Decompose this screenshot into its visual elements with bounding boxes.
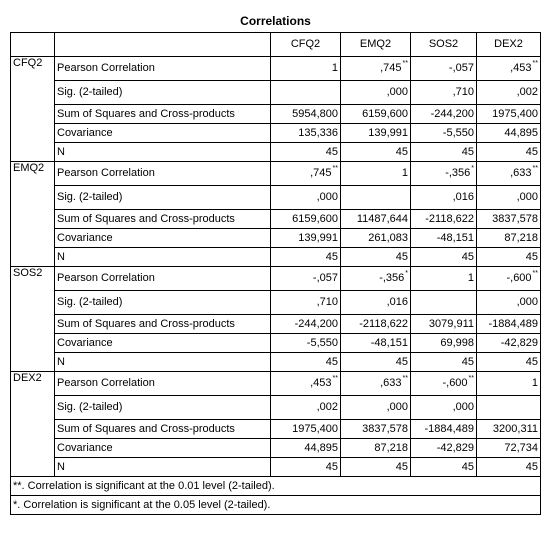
cell-value: 135,336 [298,126,338,139]
table-row [11,56,541,80]
column-header-dex2: DEX2 [477,32,541,56]
cell-value: ,016 [452,191,474,203]
table-cell [341,419,411,438]
column-header-sos2: SOS2 [411,32,477,56]
cell-value: ,633 [510,167,532,179]
table-cell [477,80,541,104]
cell-value: ,000 [386,401,408,413]
table-row [11,352,541,371]
table-cell [271,247,341,266]
table-cell [271,371,341,395]
cell-value: ,710 [316,296,338,308]
cell-value: 139,991 [298,231,338,244]
table-cell [271,228,341,247]
cell-value: 45 [325,145,338,158]
cell-value: 261,083 [368,231,408,244]
cell-value: 11487,644 [356,212,408,225]
significance-marker: ** [402,60,408,67]
row-statistic-label: Covariance [55,228,271,247]
correlations-table [10,10,541,515]
cell-value: 45 [325,460,338,473]
table-cell [477,419,541,438]
table-cell [271,438,341,457]
cell-value: -42,829 [436,441,474,454]
row-statistic-label: Sum of Squares and Cross-products [55,314,271,333]
table-row [11,290,541,314]
table-cell [341,333,411,352]
table-cell [411,314,477,333]
significance-marker: * [471,165,474,172]
cell-value: 3200,311 [492,422,538,435]
table-cell [477,247,541,266]
column-header-cfq2: CFQ2 [271,32,341,56]
table-row [11,161,541,185]
significance-marker: ** [468,375,474,382]
table-cell [477,314,541,333]
significance-marker: ** [532,60,538,67]
cell-value: 5954,800 [292,107,338,120]
row-statistic-label: Sig. (2-tailed) [55,80,271,104]
row-statistic-label: Pearson Correlation [55,371,271,395]
significance-marker: * [405,270,408,277]
cell-value: 45 [525,250,538,263]
cell-value: 3079,911 [428,317,474,330]
cell-value: 87,218 [374,441,408,454]
table-cell [271,104,341,123]
table-cell [477,352,541,371]
cell-value: 72,734 [504,441,538,454]
table-cell [477,457,541,476]
table-cell [411,142,477,161]
table-cell [271,161,341,185]
table-cell [341,352,411,371]
cell-value: -5,550 [306,336,338,349]
table-cell [271,209,341,228]
table-cell [341,457,411,476]
table-cell [411,395,477,419]
table-cell [411,161,477,185]
table-cell [477,228,541,247]
table-row [11,123,541,142]
table-cell [271,457,341,476]
table-cell [341,438,411,457]
cell-value: -2118,622 [425,212,474,225]
cell-value: 1975,400 [292,422,338,435]
table-cell [477,290,541,314]
row-statistic-label: N [55,457,271,476]
table-cell [341,247,411,266]
table-cell [411,185,477,209]
cell-value: 1 [531,377,538,389]
cell-value: -,057 [312,272,338,284]
table-cell [271,80,341,104]
cell-value: 45 [525,355,538,368]
cell-value: -,356 [379,272,405,284]
table-cell [341,161,411,185]
cell-value: ,710 [452,86,474,98]
cell-value: ,453 [310,377,332,389]
table-row [11,80,541,104]
cell-value: 45 [525,460,538,473]
table-cell [477,142,541,161]
table-cell [411,371,477,395]
cell-value: ,000 [452,401,474,413]
cell-value: ,002 [516,86,538,98]
table-row [11,457,541,476]
table-row [11,371,541,395]
table-cell [271,56,341,80]
table-cell [271,266,341,290]
table-row [11,314,541,333]
table-row [11,104,541,123]
table-cell [341,185,411,209]
table-cell [411,104,477,123]
cell-value: 45 [461,145,474,158]
row-variable-label: SOS2 [11,266,55,371]
table-cell [271,395,341,419]
table-cell [477,56,541,80]
table-cell [411,290,477,314]
table-cell [411,123,477,142]
row-statistic-label: Covariance [55,438,271,457]
table-row [11,266,541,290]
significance-marker: ** [532,165,538,172]
table-cell [271,314,341,333]
row-variable-label: CFQ2 [11,56,55,161]
cell-value: -48,151 [436,231,474,244]
cell-value: 45 [395,460,408,473]
row-statistic-label: Pearson Correlation [55,266,271,290]
header-corner [11,32,55,56]
table-cell [411,247,477,266]
cell-value: -2118,622 [359,317,408,330]
cell-value: 45 [395,250,408,263]
table-cell [271,185,341,209]
cell-value: -,356 [445,167,471,179]
cell-value: 45 [525,145,538,158]
table-cell [477,266,541,290]
table-cell [477,438,541,457]
row-statistic-label: Sig. (2-tailed) [55,290,271,314]
significance-marker: ** [532,270,538,277]
cell-value: 45 [461,355,474,368]
cell-value: 6159,600 [292,212,338,225]
table-cell [411,352,477,371]
row-variable-label: EMQ2 [11,161,55,266]
table-cell [411,56,477,80]
table-cell [341,290,411,314]
table-cell [341,104,411,123]
significance-marker: ** [332,165,338,172]
cell-value: ,002 [316,401,338,413]
cell-value: -48,151 [370,336,408,349]
table-row [11,247,541,266]
cell-value: ,000 [516,191,538,203]
table-cell [411,209,477,228]
table-cell [271,142,341,161]
cell-value: ,000 [316,191,338,203]
cell-value: 45 [395,145,408,158]
cell-value: 139,991 [368,126,408,139]
table-row [11,142,541,161]
row-statistic-label: Sum of Squares and Cross-products [55,419,271,438]
table-cell [411,438,477,457]
table-cell [271,419,341,438]
table-cell [477,123,541,142]
row-statistic-label: Sum of Squares and Cross-products [55,104,271,123]
table-row [11,438,541,457]
cell-value: ,000 [516,296,538,308]
cell-value: 44,895 [304,441,338,454]
cell-value: 44,895 [504,126,538,139]
cell-value: 87,218 [504,231,538,244]
row-statistic-label: Covariance [55,333,271,352]
cell-value: 45 [325,250,338,263]
row-statistic-label: N [55,247,271,266]
cell-value: -,600 [506,272,532,284]
cell-value: -1884,489 [488,317,538,330]
cell-value: ,745 [380,62,402,74]
table-cell [341,395,411,419]
table-row [11,185,541,209]
row-statistic-label: Sig. (2-tailed) [55,185,271,209]
row-statistic-label: Pearson Correlation [55,161,271,185]
table-cell [411,80,477,104]
row-statistic-label: Sig. (2-tailed) [55,395,271,419]
cell-value: ,745 [310,167,332,179]
significance-marker: ** [332,375,338,382]
table-cell [477,395,541,419]
cell-value: 45 [461,460,474,473]
table-cell [411,457,477,476]
table-row [11,228,541,247]
table-cell [477,371,541,395]
table-cell [477,333,541,352]
cell-value: ,000 [386,86,408,98]
cell-value: 1975,400 [492,107,538,120]
cell-value: 1 [401,167,408,179]
table-cell [341,228,411,247]
table-cell [341,266,411,290]
cell-value: 6159,600 [362,107,408,120]
header-corner-stat [55,32,271,56]
table-row [11,419,541,438]
table-cell [411,228,477,247]
table-cell [477,185,541,209]
footnote-significance-005: *. Correlation is significant at the 0.05 level (2-tailed). [11,495,541,514]
cell-value: -,600 [442,377,468,389]
cell-value: ,453 [510,62,532,74]
row-variable-label: DEX2 [11,371,55,476]
table-cell [341,80,411,104]
table-cell [411,419,477,438]
table-body [11,56,541,476]
cell-value: 45 [395,355,408,368]
table-cell [411,333,477,352]
cell-value: -1884,489 [424,422,474,435]
cell-value: 3837,578 [492,212,538,225]
table-cell [341,371,411,395]
cell-value: -244,200 [430,107,474,120]
table-cell [477,209,541,228]
table-row [11,395,541,419]
row-statistic-label: Covariance [55,123,271,142]
table-row [11,209,541,228]
column-header-emq2: EMQ2 [341,32,411,56]
table-cell [341,314,411,333]
significance-marker: ** [402,375,408,382]
cell-value: 1 [331,62,338,74]
table-cell [477,104,541,123]
footnote-significance-001: **. Correlation is significant at the 0.01 level (2-tailed). [11,476,541,495]
cell-value: -,057 [448,62,474,74]
cell-value: -5,550 [442,126,474,139]
row-statistic-label: N [55,142,271,161]
cell-value: 45 [461,250,474,263]
table-cell [477,161,541,185]
cell-value: -244,200 [294,317,338,330]
cell-value: 1 [467,272,474,284]
table-title: Correlations [240,13,311,28]
table-cell [271,352,341,371]
cell-value: 3837,578 [362,422,408,435]
table-cell [341,123,411,142]
cell-value: 45 [325,355,338,368]
table-cell [341,209,411,228]
row-statistic-label: N [55,352,271,371]
table-cell [341,56,411,80]
row-statistic-label: Pearson Correlation [55,56,271,80]
table-cell [271,123,341,142]
cell-value: 69,998 [440,336,474,349]
table-cell [271,290,341,314]
table-cell [341,142,411,161]
table-cell [411,266,477,290]
cell-value: ,016 [386,296,408,308]
row-statistic-label: Sum of Squares and Cross-products [55,209,271,228]
cell-value: ,633 [380,377,402,389]
table-cell [271,333,341,352]
cell-value: -42,829 [500,336,538,349]
table-row [11,333,541,352]
